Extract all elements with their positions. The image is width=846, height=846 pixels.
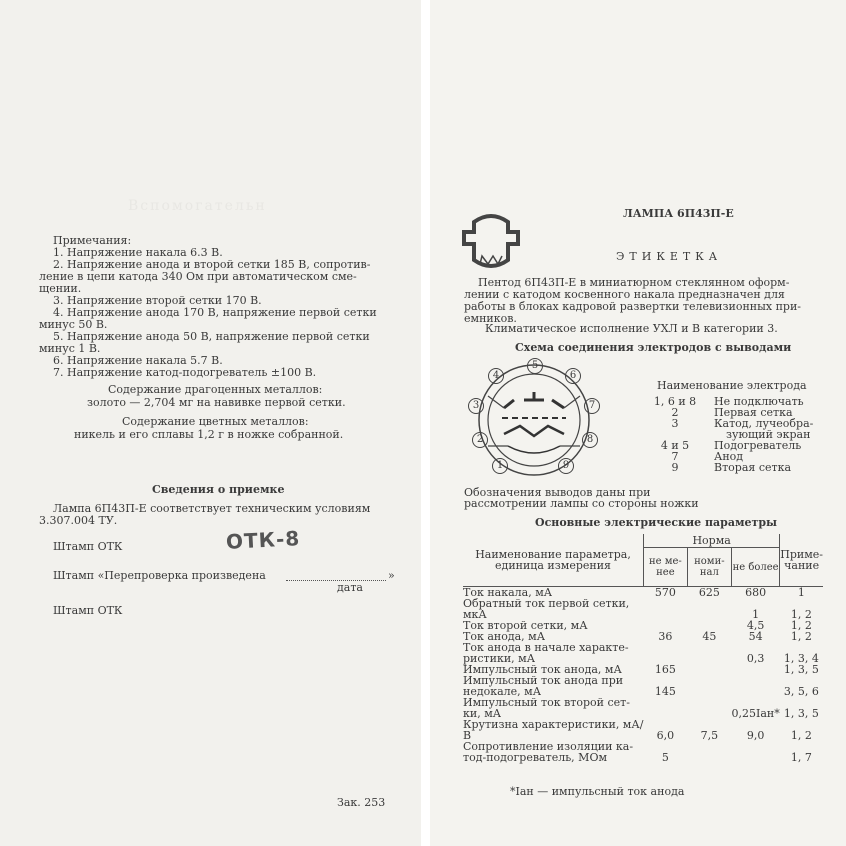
param-max: 9,0: [746, 729, 765, 742]
param-name: Ток анода, мА: [463, 630, 546, 643]
pin-number: 8: [582, 432, 598, 448]
param-name: Сопротивление изоляции ка- тод-подогреватель, МОм: [463, 740, 634, 764]
intro-text: Пентод 6П43П-Е в миниатюрном стеклянном оформ-: [478, 276, 790, 289]
intro-text: лении с катодом косвенного накала предназначен для: [464, 288, 785, 301]
param-min: 165: [654, 663, 676, 676]
faded-heading: Вспомогательн: [128, 198, 267, 214]
table-row: [463, 741, 823, 763]
param-name: Ток накала, мА: [463, 586, 553, 599]
otk-stamp-mark: ОТК-8: [225, 526, 301, 554]
note-line: 2. Напряжение анода и второй сетки 185 В, сопротив-: [53, 258, 371, 271]
param-min: 145: [654, 685, 676, 698]
params-title: Основные электрические параметры: [535, 516, 778, 529]
param-nominal: 45: [702, 630, 717, 643]
acceptance-title: Сведения о приемке: [152, 483, 285, 496]
electrode-name: Не подключать: [714, 395, 804, 408]
pin-number: 3: [468, 398, 484, 414]
table-footnote: *Iан — импульсный ток анода: [510, 785, 685, 798]
note-line: 3. Напряжение второй сетки 170 В.: [53, 294, 262, 307]
table-row: [463, 598, 823, 620]
electrode-name: Анод: [714, 450, 744, 463]
electrode-name: Первая сетка: [714, 406, 793, 419]
pin-number: 6: [565, 368, 581, 384]
param-name: Крутизна характеристики, мА/В: [463, 718, 644, 742]
param-max: 0,25Iан*: [731, 707, 780, 720]
param-max: 1: [752, 608, 760, 621]
pin-labels: [464, 356, 604, 480]
note-line: 5. Напряжение анода 50 В, напряжение первой сетки: [53, 330, 370, 343]
intro-text: работы в блоках кадровой развертки телевизионных при-: [464, 300, 801, 313]
left-page: [0, 0, 421, 846]
param-max: 0,3: [746, 652, 765, 665]
header-min: не ме- нее: [644, 548, 688, 587]
param-note: 1: [797, 586, 805, 599]
param-note: 1, 2: [790, 619, 812, 632]
header-note: Приме- чание: [780, 534, 823, 587]
param-nominal: [687, 642, 731, 664]
header-norm: Норма: [644, 534, 780, 548]
param-max: [732, 664, 780, 675]
param-nominal: 625: [698, 586, 720, 599]
param-min: 6,0: [656, 729, 675, 742]
electrode-name: зующий экран: [726, 428, 811, 441]
electrode-pins: 4 и 5: [660, 439, 690, 452]
precious-metals-value: золото — 2,704 мг на навивке первой сетки.: [87, 396, 346, 409]
note-line: 1. Напряжение накала 6.3 В.: [53, 246, 223, 259]
param-name: Ток второй сетки, мА: [463, 619, 588, 632]
electrode-header: Наименование электрода: [657, 379, 807, 392]
label-heading: ЭТИКЕТКА: [616, 250, 723, 263]
param-min: [644, 697, 688, 719]
pin-number: 7: [584, 398, 600, 414]
header-parameter-name: Наименование параметра, единица измерения: [463, 534, 644, 587]
electrode-name: Подогреватель: [714, 439, 802, 452]
otk-stamp-label: Штамп ОТК: [53, 604, 123, 617]
table-row: [463, 697, 823, 719]
table-row: [463, 675, 823, 697]
table-row: [463, 719, 823, 741]
param-note: 1, 3, 5: [783, 663, 819, 676]
tube-outline-icon: [460, 212, 522, 270]
param-note: 1, 2: [790, 729, 812, 742]
param-note: 1, 3, 4: [783, 652, 819, 665]
param-nominal: 7,5: [700, 729, 719, 742]
param-name: Ток анода в начале характе- ристики, мА: [463, 641, 629, 665]
date-blank: [286, 580, 386, 581]
electrode-pins: 9: [671, 461, 679, 474]
pin-note: Обозначения выводов даны при: [464, 486, 651, 499]
param-max: [732, 741, 780, 763]
electrode-pins: 2: [671, 406, 679, 419]
order-number: Зак. 253: [337, 796, 386, 809]
param-note: 1, 2: [790, 630, 812, 643]
intro-text: емников.: [464, 312, 517, 325]
climate-text: Климатическое исполнение УХЛ и В категории 3.: [485, 322, 778, 335]
header-max: не более: [732, 548, 780, 587]
param-note: 1, 3, 5: [783, 707, 819, 720]
note-line: 7. Напряжение катод-подогреватель ±100 В.: [53, 366, 317, 379]
electrode-pins: 3: [671, 417, 679, 430]
pin-number: 5: [527, 358, 543, 374]
electrode-pins: 1, 6 и 8: [653, 395, 697, 408]
param-min: [644, 642, 688, 664]
note-line: минус 50 В.: [39, 318, 108, 331]
nonferrous-metals-title: Содержание цветных металлов:: [122, 415, 309, 428]
param-nominal: [687, 741, 731, 763]
table-row: [463, 642, 823, 664]
scheme-title: Схема соединения электродов с выводами: [515, 341, 792, 354]
document-title: ЛАМПА 6П43П-Е: [623, 207, 734, 220]
param-nominal: [687, 697, 731, 719]
pin-number: 9: [558, 458, 574, 474]
param-name: Импульсный ток анода при недокале, мА: [463, 674, 624, 698]
acceptance-text: 3.307.004 ТУ.: [39, 514, 118, 527]
param-max: 680: [745, 586, 767, 599]
recheck-stamp-close: »: [388, 569, 395, 582]
param-nominal: [687, 598, 731, 620]
param-min: 5: [661, 751, 669, 764]
param-max: [732, 675, 780, 697]
param-name: Обратный ток первой сетки, мкА: [463, 597, 630, 621]
recheck-stamp-label: Штамп «Перепроверка произведена: [53, 569, 266, 582]
electrode-pins: 7: [671, 450, 679, 463]
param-max: 54: [748, 630, 763, 643]
nonferrous-metals-value: никель и его сплавы 1,2 г в ножке собранной.: [74, 428, 344, 441]
param-min: [644, 598, 688, 620]
pin-note: рассмотрении лампы со стороны ножки: [464, 497, 699, 510]
param-note: 1, 7: [790, 751, 812, 764]
precious-metals-title: Содержание драгоценных металлов:: [108, 383, 323, 396]
param-nominal: [687, 675, 731, 697]
pin-number: 2: [472, 432, 488, 448]
pin-number: 1: [492, 458, 508, 474]
param-note: 3, 5, 6: [783, 685, 819, 698]
param-note: 1, 2: [790, 608, 812, 621]
param-min: 570: [654, 586, 676, 599]
param-max: 4,5: [746, 619, 765, 632]
notes-title: Примечания:: [53, 234, 132, 247]
param-name: Импульсный ток анода, мА: [463, 663, 622, 676]
acceptance-text: Лампа 6П43П-Е соответствует техническим условиям: [53, 502, 371, 515]
param-min: 36: [658, 630, 673, 643]
date-label: дата: [337, 581, 363, 594]
note-line: 4. Напряжение анода 170 В, напряжение первой сетки: [53, 306, 377, 319]
note-line: ление в цепи катода 340 Ом при автоматическом сме-: [39, 270, 357, 283]
header-nominal: номи- нал: [687, 548, 731, 587]
note-line: щении.: [39, 282, 82, 295]
parameters-table: [463, 534, 823, 763]
note-line: минус 1 В.: [39, 342, 101, 355]
param-nominal: [687, 664, 731, 675]
electrode-name: Вторая сетка: [714, 461, 792, 474]
param-name: Импульсный ток второй сет- ки, мА: [463, 696, 630, 720]
electrode-name: Катод, лучеобра-: [714, 417, 814, 430]
note-line: 6. Напряжение накала 5.7 В.: [53, 354, 223, 367]
pin-number: 4: [488, 368, 504, 384]
otk-stamp-label: Штамп ОТК: [53, 540, 123, 553]
